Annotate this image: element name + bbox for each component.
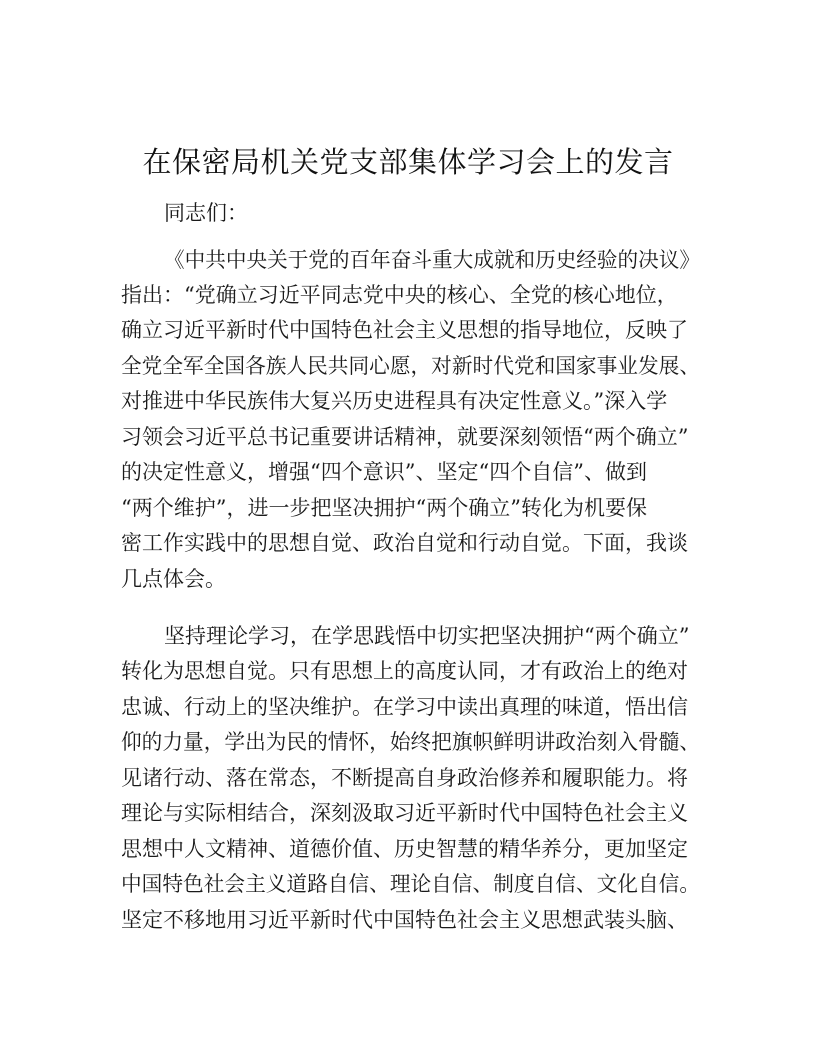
paragraph-line: 理论与实际相结合，深刻汲取习近平新时代中国特色社会主义 — [121, 801, 688, 825]
paragraph-line: 见诸行动、落在常态，不断提高自身政治修养和履职能力。将 — [121, 766, 688, 790]
paragraph-line: 全党全军全国各族人民共同心愿，对新时代党和国家事业发展、 — [121, 354, 701, 378]
paragraph-line: 中国特色社会主义道路自信、理论自信、制度自信、文化自信。 — [121, 872, 701, 896]
paragraph-line: 《中共中央关于党的百年奋斗重大成就和历史经验的决议》 — [164, 248, 701, 272]
paragraph-line: 几点体会。 — [121, 567, 226, 591]
paragraph-line: “两个维护”，进一步把坚决拥护“两个确立”转化为机要保 — [121, 496, 647, 520]
paragraph-line: 密工作实践中的思想自觉、政治自觉和行动自觉。下面，我谈 — [121, 531, 688, 555]
paragraph-line: 对推进中华民族伟大复兴历史进程具有决定性意义。”深入学 — [121, 389, 668, 413]
paragraph-line: 坚定不移地用习近平新时代中国特色社会主义思想武装头脑、 — [121, 908, 688, 932]
document-title: 在保密局机关党支部集体学习会上的发言 — [142, 145, 674, 179]
paragraph-line: 思想中人文精神、道德价值、历史智慧的精华养分，更加坚定 — [121, 837, 688, 861]
paragraph-line: 确立习近平新时代中国特色社会主义思想的指导地位，反映了 — [121, 318, 688, 342]
paragraph-line: 仰的力量，学出为民的情怀，始终把旗帜鲜明讲政治刻入骨髓、 — [121, 730, 701, 754]
paragraph-line: 忠诚、行动上的坚决维护。在学习中读出真理的味道，悟出信 — [121, 695, 688, 719]
salutation: 同志们： — [164, 201, 248, 225]
paragraph-line: 指出：“党确立习近平同志党中央的核心、全党的核心地位， — [121, 283, 678, 307]
paragraph-line: 坚持理论学习，在学思践悟中切实把坚决拥护“两个确立” — [164, 624, 690, 648]
paragraph-line: 的决定性意义，增强“四个意识”、坚定“四个自信”、做到 — [121, 460, 647, 484]
paragraph-line: 转化为思想自觉。只有思想上的高度认同，才有政治上的绝对 — [121, 659, 688, 683]
paragraph-line: 习领会习近平总书记重要讲话精神，就要深刻领悟“两个确立” — [121, 425, 689, 449]
